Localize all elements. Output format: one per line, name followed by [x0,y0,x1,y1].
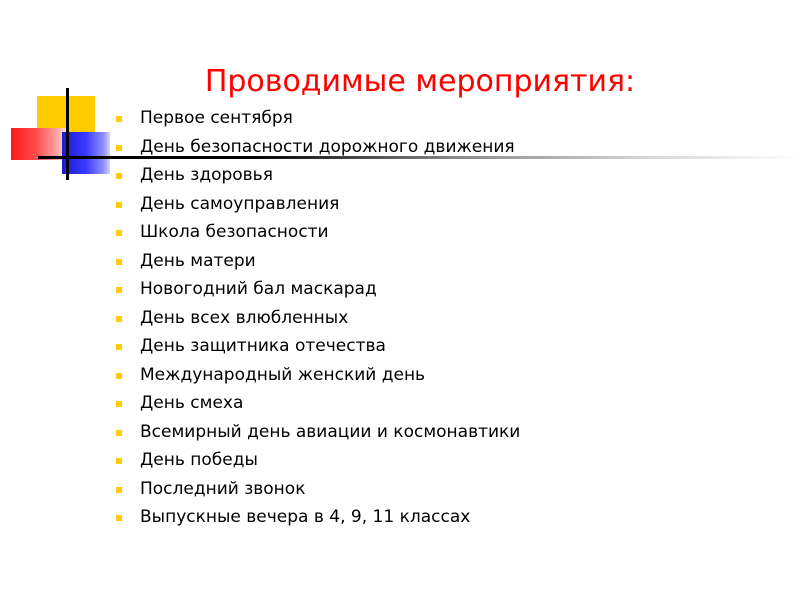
list-item [116,389,520,418]
list-item [116,275,520,304]
event-list [116,104,520,532]
square-bullet-icon [116,287,122,293]
square-bullet-icon [116,373,122,379]
list-item [116,475,520,504]
list-item [116,161,520,190]
list-item [116,190,520,219]
square-bullet-icon [116,458,122,464]
list-item [116,503,520,532]
list-item-label: Международный женский день [140,364,426,385]
square-bullet-icon [116,145,122,151]
list-item-label: Всемирный день авиации и космонавтики [140,421,521,442]
list-item-label: День самоуправления [140,193,340,214]
list-item-label: Последний звонок [140,478,306,499]
decorative-blue-square [62,132,110,174]
list-item-label: День смеха [140,393,244,413]
list-item-label: Школа безопасности [140,222,329,242]
square-bullet-icon [116,173,122,179]
list-item [116,104,520,133]
list-item-label: День защитника отечества [140,336,386,356]
list-item-label: Новогодний бал маскарад [140,279,377,299]
list-item-label: День матери [140,250,256,271]
square-bullet-icon [116,487,122,493]
square-bullet-icon [116,401,122,407]
list-item [116,247,520,276]
list-item-label: День всех влюбленных [140,307,349,328]
list-item-label: День победы [140,450,258,470]
list-item [116,418,520,447]
list-item-label: День здоровья [140,165,273,185]
square-bullet-icon [116,316,122,322]
square-bullet-icon [116,430,122,436]
list-item-label: Выпускные вечера в 4, 9, 11 классах [140,507,471,527]
square-bullet-icon [116,202,122,208]
square-bullet-icon [116,259,122,265]
square-bullet-icon [116,515,122,521]
square-bullet-icon [116,116,122,122]
list-item-label: Первое сентября [140,108,293,128]
list-item [116,332,520,361]
square-bullet-icon [116,230,122,236]
square-bullet-icon [116,344,122,350]
slide-title: Проводимые мероприятия: [204,64,636,100]
list-item-label: День безопасности дорожного движения [140,136,515,157]
list-item [116,133,520,162]
list-item [116,218,520,247]
list-item [116,361,520,390]
list-item [116,446,520,475]
list-item [116,304,520,333]
